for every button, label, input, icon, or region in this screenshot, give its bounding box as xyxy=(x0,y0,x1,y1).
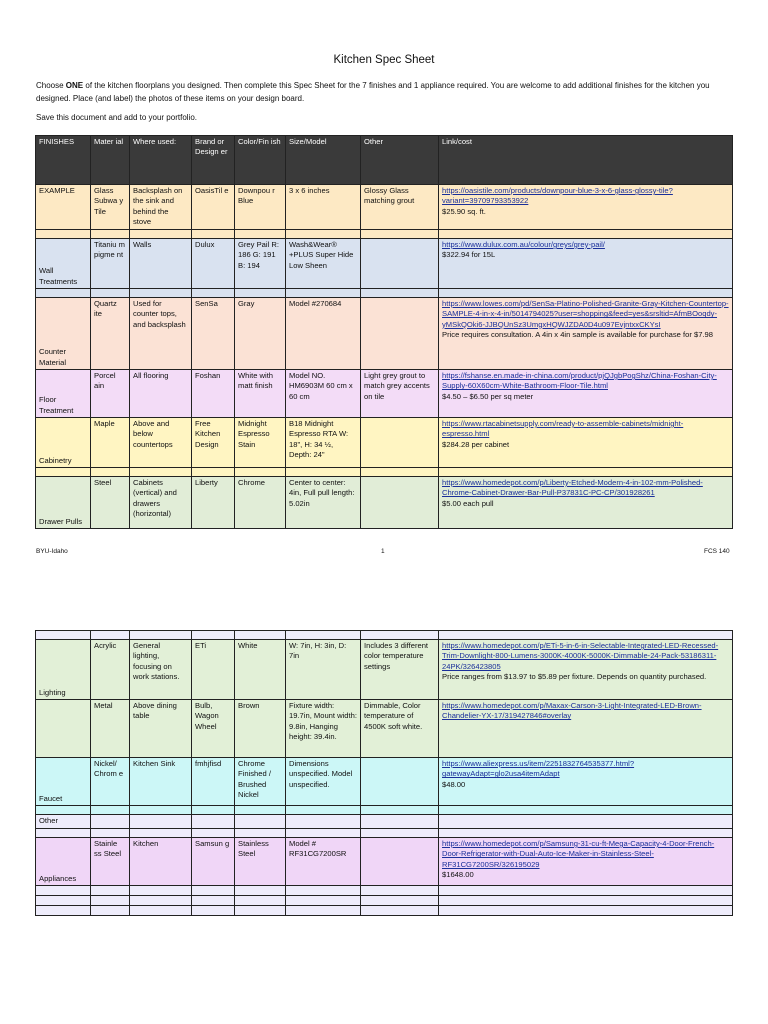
finish-cell xyxy=(36,700,91,758)
finish-cell: EXAMPLE xyxy=(36,185,91,230)
footer-right: FCS 140 xyxy=(704,548,730,555)
color-cell: Gray xyxy=(235,298,286,370)
instructions-paragraph-2: Save this document and add to your portfolio. xyxy=(36,113,197,122)
instructions-paragraph-1: Choose ONE of the kitchen floorplans you designed. Then complete this Spec Sheet for the 7 finishes and 1 appliance required. You are welcome to add additional finishes for the kitchen you designed. Place (and label) the photos of these items on your design board. xyxy=(36,81,710,103)
finish-cell: Floor Treatment xyxy=(36,370,91,418)
header-cell: Other xyxy=(361,136,439,185)
link-cost-cell xyxy=(439,758,733,806)
material-cell: Steel xyxy=(91,477,130,529)
table-header-row xyxy=(36,136,733,185)
table-row xyxy=(36,640,733,700)
link-cost-cell xyxy=(439,185,733,230)
size-cell: Fixture width: 19.7in, Mount width: 9.8in, Hanging height: 39.4in. xyxy=(286,700,361,758)
product-link[interactable]: https://www.lowes.com/pd/SenSa-Platino-Polished-Granite-Gray-Kitchen-Countertop-SAMPLE-4-in-x-4-in/5014794025?user=shopping&feed=yes&srsltid=AfmBOoqdy-yMSkQOki6-JJBQUnSz3UmgxHQWJZDA0D4u097EvjntxxCKYsI xyxy=(442,299,729,329)
color-cell: Stainless Steel xyxy=(235,838,286,886)
other-cell xyxy=(361,298,439,370)
link-cost-cell xyxy=(439,640,733,700)
material-cell: Metal xyxy=(91,700,130,758)
link-cost-cell xyxy=(439,418,733,468)
other-cell: Dimmable, Color temperature of 4500K soft white. xyxy=(361,700,439,758)
other-cell: Glossy Glass matching grout xyxy=(361,185,439,230)
cost-text: $4.50 – $6.50 per sq meter xyxy=(442,391,534,401)
spacer-row xyxy=(36,631,733,640)
product-link[interactable]: https://www.homedepot.com/p/Samsung-31-cu-ft-Mega-Capacity-4-Door-French-Door-Refrigerator-with-Dual-Auto-Ice-Maker-in-Stainless-Steel-RF31CG7200SR/326195029 xyxy=(442,839,715,869)
table-row xyxy=(36,185,733,230)
spacer-row xyxy=(36,829,733,838)
color-cell: Midnight Espresso Stain xyxy=(235,418,286,468)
brand-cell: Bulb, Wagon Wheel xyxy=(192,700,235,758)
where-cell: Walls xyxy=(130,239,192,289)
other-cell xyxy=(361,838,439,886)
table-row xyxy=(36,896,733,906)
table-row xyxy=(36,815,733,829)
cost-text: $5.00 each pull xyxy=(442,498,494,508)
cost-text: $48.00 xyxy=(442,779,466,789)
other-cell xyxy=(361,418,439,468)
link-cost-cell xyxy=(439,239,733,289)
table-row xyxy=(36,886,733,896)
header-cell: Mater ial xyxy=(91,136,130,185)
link-cost-cell xyxy=(439,700,733,758)
color-cell: Brown xyxy=(235,700,286,758)
instructions xyxy=(36,80,736,132)
color-cell: Chrome Finished / Brushed Nickel xyxy=(235,758,286,806)
size-cell: Wash&Wear® +PLUS Super Hide Low Sheen xyxy=(286,239,361,289)
product-link[interactable]: https://www.rtacabinetsupply.com/ready-to-assemble-cabinets/midnight-espresso.html xyxy=(442,419,684,439)
where-cell: Above and below countertops xyxy=(130,418,192,468)
color-cell: Downpou r Blue xyxy=(235,185,286,230)
header-cell: FINISHES xyxy=(36,136,91,185)
material-cell: Nickel/ Chrom e xyxy=(91,758,130,806)
spacer-row xyxy=(36,230,733,239)
cost-text: $1648.00 xyxy=(442,870,474,880)
brand-cell: Liberty xyxy=(192,477,235,529)
finish-cell: Appliances xyxy=(36,838,91,886)
where-cell: Cabinets (vertical) and drawers (horizontal) xyxy=(130,477,192,529)
color-cell: Grey Pail R: 186 G: 191 B: 194 xyxy=(235,239,286,289)
link-cost-cell xyxy=(439,838,733,886)
where-cell: Used for counter tops, and backsplash xyxy=(130,298,192,370)
material-cell: Stainle ss Steel xyxy=(91,838,130,886)
size-cell: B18 Midnight Espresso RTA W: 18", H: 34 ½, Depth: 24" xyxy=(286,418,361,468)
where-cell: Kitchen xyxy=(130,838,192,886)
size-cell: Model # RF31CG7200SR xyxy=(286,838,361,886)
material-cell: Titaniu m pigme nt xyxy=(91,239,130,289)
other-cell: Light grey grout to match grey accents on tile xyxy=(361,370,439,418)
finish-cell: Counter Material xyxy=(36,298,91,370)
product-link[interactable]: https://www.dulux.com.au/colour/greys/grey-pail/ xyxy=(442,240,605,249)
cost-text: $322.94 for 15L xyxy=(442,250,496,260)
spec-table-page-2 xyxy=(35,630,733,916)
brand-cell: OasisTil e xyxy=(192,185,235,230)
table-row xyxy=(36,298,733,370)
size-cell: Model #270684 xyxy=(286,298,361,370)
spec-table-page-1 xyxy=(35,135,733,529)
document-title: Kitchen Spec Sheet xyxy=(333,54,435,66)
footer-page-number: 1 xyxy=(381,548,385,555)
material-cell: Porcel ain xyxy=(91,370,130,418)
spacer-row xyxy=(36,806,733,815)
where-cell: Backsplash on the sink and behind the stove xyxy=(130,185,192,230)
table-row xyxy=(36,906,733,916)
link-cost-cell xyxy=(439,370,733,418)
other-cell: Includes 3 different color temperature settings xyxy=(361,640,439,700)
cost-text: $25.90 sq. ft. xyxy=(442,206,486,216)
other-cell xyxy=(361,758,439,806)
size-cell: Dimensions unspecified. Model unspecified. xyxy=(286,758,361,806)
finish-cell: Lighting xyxy=(36,640,91,700)
header-cell: Brand or Design er xyxy=(192,136,235,185)
table-row xyxy=(36,239,733,289)
product-link[interactable]: https://fshanse.en.made-in-china.com/product/pjQJgbPogShz/China-Foshan-City-Supply-60X60cm-White-Bathroom-Floor-Tile.html xyxy=(442,371,717,391)
link-cost-cell xyxy=(439,477,733,529)
finish-cell: Faucet xyxy=(36,758,91,806)
footer-left: BYU-Idaho xyxy=(36,548,68,555)
where-cell: General lighting, focusing on work stations. xyxy=(130,640,192,700)
size-cell: W: 7in, H: 3in, D: 7in xyxy=(286,640,361,700)
finish-cell: Wall Treatments xyxy=(36,239,91,289)
product-link[interactable]: https://www.homedepot.com/p/ETi-5-in-6-in-Selectable-Integrated-LED-Recessed-Trim-Downlight-800-Lumens-3000K-4000K-5000K-Dimmable-24-Pack-53186311-24PK/326423805 xyxy=(442,641,719,671)
material-cell: Acrylic xyxy=(91,640,130,700)
header-cell: Link/cost xyxy=(439,136,733,185)
cost-text: Price requires consultation. A 4in x 4in sample is available for purchase for $7.98 xyxy=(442,330,713,340)
color-cell: Chrome xyxy=(235,477,286,529)
finish-cell: Cabinetry xyxy=(36,418,91,468)
where-cell: All flooring xyxy=(130,370,192,418)
brand-cell: Free Kitchen Design xyxy=(192,418,235,468)
brand-cell: ETi xyxy=(192,640,235,700)
table-row xyxy=(36,370,733,418)
product-link[interactable]: https://www.homedepot.com/p/Maxax-Carson-3-Light-Integrated-LED-Brown-Chandelier-YX-17/319427846#overlay xyxy=(442,701,702,721)
size-cell: Model NO. HM6903M 60 cm x 60 cm xyxy=(286,370,361,418)
spacer-row xyxy=(36,289,733,298)
header-cell: Where used: xyxy=(130,136,192,185)
brand-cell: Samsun g xyxy=(192,838,235,886)
product-link[interactable]: https://www.homedepot.com/p/Liberty-Etched-Modern-4-in-102-mm-Polished-Chrome-Cabinet-Drawer-Bar-Pull-P37831C-PC-CP/301928261 xyxy=(442,478,703,498)
table-row xyxy=(36,477,733,529)
where-cell: Above dining table xyxy=(130,700,192,758)
product-link[interactable]: https://www.aliexpress.us/item/2251832764535377.html?gatewayAdapt=glo2usa4itemAdapt xyxy=(442,759,635,779)
size-cell: Center to center: 4in, Full pull length: 5.02in xyxy=(286,477,361,529)
cost-text: Price ranges from $13.97 to $5.89 per fixture. Depends on quantity purchased. xyxy=(442,672,707,682)
header-cell: Size/Model xyxy=(286,136,361,185)
table-row xyxy=(36,700,733,758)
brand-cell: fmhjfisd xyxy=(192,758,235,806)
finish-cell: Drawer Pulls xyxy=(36,477,91,529)
other-cell xyxy=(361,239,439,289)
material-cell: Glass Subwa y Tile xyxy=(91,185,130,230)
header-cell: Color/Fin ish xyxy=(235,136,286,185)
brand-cell: Dulux xyxy=(192,239,235,289)
color-cell: White with matt finish xyxy=(235,370,286,418)
product-link[interactable]: https://oasistile.com/products/downpour-blue-3-x-6-glass-glossy-tile?variant=39709793353922 xyxy=(442,186,673,206)
cost-text: $284.28 per cabinet xyxy=(442,439,510,449)
table-row xyxy=(36,838,733,886)
spacer-row xyxy=(36,468,733,477)
material-cell: Quartz ite xyxy=(91,298,130,370)
size-cell: 3 x 6 inches xyxy=(286,185,361,230)
table-row xyxy=(36,758,733,806)
other-cell xyxy=(361,477,439,529)
link-cost-cell xyxy=(439,298,733,370)
table-row xyxy=(36,418,733,468)
material-cell: Maple xyxy=(91,418,130,468)
where-cell: Kitchen Sink xyxy=(130,758,192,806)
finish-cell: Other xyxy=(36,815,91,829)
brand-cell: SenSa xyxy=(192,298,235,370)
color-cell: White xyxy=(235,640,286,700)
brand-cell: Foshan xyxy=(192,370,235,418)
